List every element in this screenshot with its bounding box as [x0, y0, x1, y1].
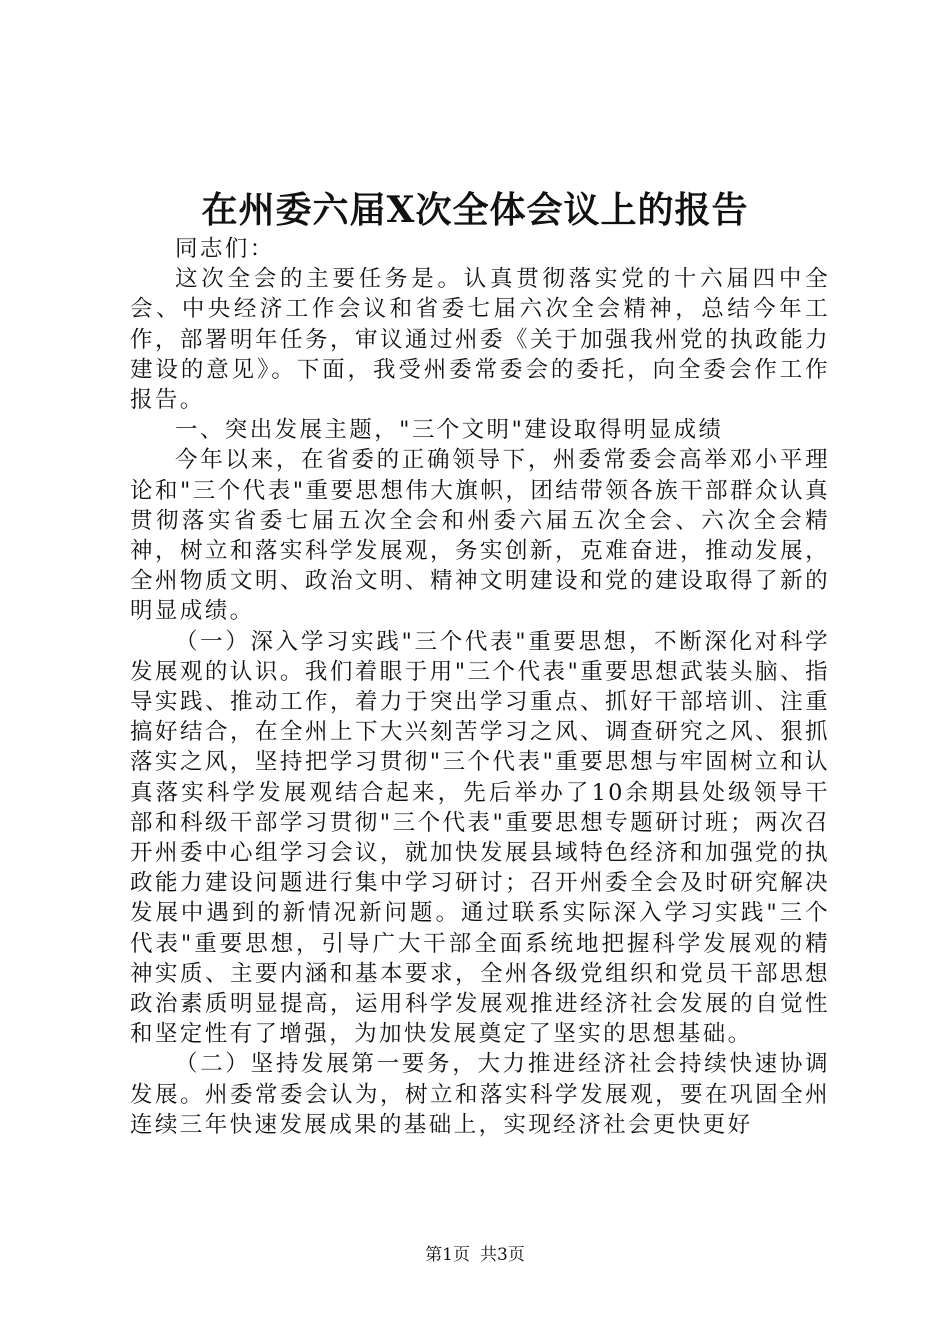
paragraph-overview: 今年以来，在省委的正确领导下，州委常委会高举邓小平理论和"三个代表"重要思想伟大旗帜，团结带领各族干部群众认真贯彻落实省委七届五次全会和州委六届五次全会、六次全会精神，树立和落实科学发展观，务实创新，克难奋进，推动发展，全州物质文明、政治文明、精神文明建设和党的建设取得了新的明显成绩。	[130, 447, 830, 625]
paragraph-subsection-1: （一）深入学习实践"三个代表"重要思想，不断深化对科学发展观的认识。我们着眼于用"三个代表"重要思想武装头脑、指导实践、推动工作，着力于突出学习重点、抓好干部培训、注重搞好结合，在全州上下大兴刻苦学习之风、调查研究之风、狠抓落实之风，坚持把学习贯彻"三个代表"重要思想与牢固树立和认真落实科学发展观结合起来，先后举办了10余期县处级领导干部和科级干部学习贯彻"三个代表"重要思想专题研讨班；两次召开州委中心组学习会议，就加快发展县域特色经济和加强党的执政能力建设问题进行集中学习研讨；召开州委全会及时研究解决发展中遇到的新情况新问题。通过联系实际深入学习实践"三个代表"重要思想，引导广大干部全面系统地把握科学发展观的精神实质、主要内涵和基本要求，全州各级党组织和党员干部思想政治素质明显提高，运用科学发展观推进经济社会发展的自觉性和坚定性有了增强，为加快发展奠定了坚实的思想基础。	[130, 628, 830, 1048]
page-footer	[0, 1243, 950, 1267]
page-number: 第1页	[425, 1245, 470, 1265]
salutation: 同志们：	[175, 236, 275, 262]
page-total: 共3页	[480, 1245, 525, 1265]
section-heading-1: 一、突出发展主题，"三个文明"建设取得明显成绩	[175, 417, 724, 444]
paragraph-subsection-2: （二）坚持发展第一要务，大力推进经济社会持续快速协调发展。州委常委会认为，树立和落实科学发展观，要在巩固全州连续三年快速发展成果的基础上，实现经济社会更快更好	[130, 1051, 830, 1138]
paragraph-intro: 这次全会的主要任务是。认真贯彻落实党的十六届四中全会、中央经济工作会议和省委七届六次全会精神，总结今年工作，部署明年任务，审议通过州委《关于加强我州党的执政能力建设的意见》。下面，我受州委常委会的委托，向全委会作工作报告。	[130, 266, 830, 414]
document-body	[130, 234, 830, 1140]
document-title: 在州委六届X次全体会议上的报告	[201, 189, 749, 231]
